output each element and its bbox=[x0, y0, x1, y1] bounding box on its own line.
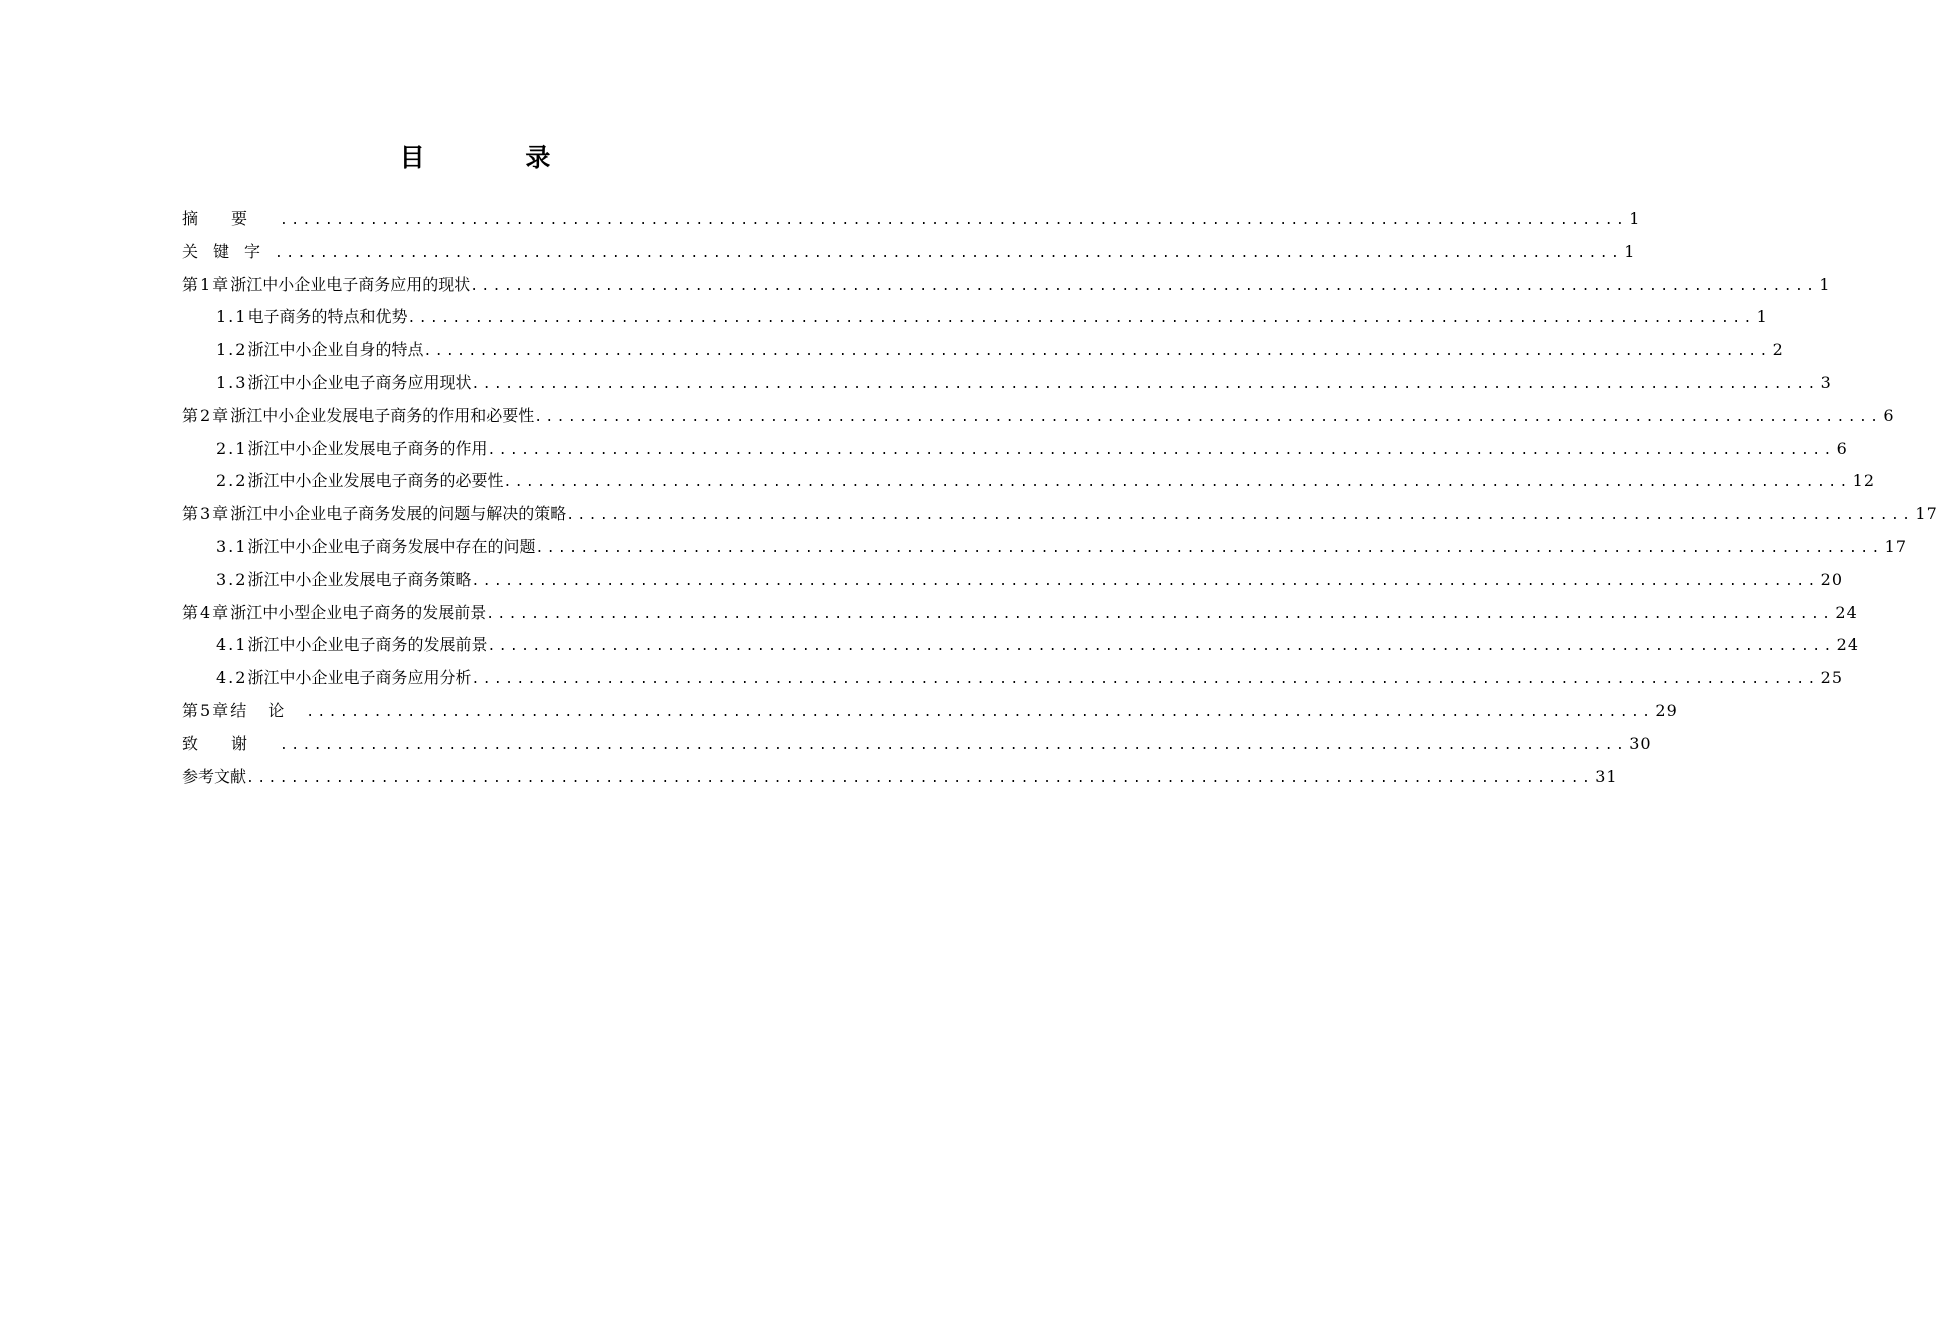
toc-entry-acknowledgements[interactable] bbox=[182, 728, 1652, 761]
toc-entry-references[interactable] bbox=[182, 761, 1618, 794]
dot-leader: ........................................................................................................................ bbox=[534, 409, 1882, 425]
dot-leader: ........................................................................................................................ bbox=[423, 344, 1771, 360]
dot-leader: ........................................................................................................................ bbox=[487, 639, 1835, 655]
toc-entry-label: 浙江中小企业发展电子商务的作用 bbox=[247, 438, 488, 458]
dot-leader: ........................................................................................................................ bbox=[487, 442, 1835, 458]
toc-entry-label: 浙江中小企业发展电子商务策略 bbox=[247, 569, 472, 589]
toc-entry-label: 浙江中小企业电子商务应用的现状 bbox=[230, 274, 471, 294]
section-number: 2.2 bbox=[216, 471, 248, 491]
toc-entry-chapter-1[interactable] bbox=[182, 269, 1831, 302]
dot-leader: ........................................................................................................................ bbox=[535, 540, 1883, 556]
toc-entry-label: 浙江中小型企业电子商务的发展前景 bbox=[230, 602, 487, 622]
table-of-contents bbox=[182, 203, 1938, 793]
toc-entry-page: 6 bbox=[1883, 405, 1895, 425]
toc-entry-section-3-1[interactable] bbox=[182, 531, 1908, 564]
toc-entry-label: 浙江中小企业发展电子商务的必要性 bbox=[247, 471, 504, 491]
toc-entry-abstract[interactable] bbox=[182, 203, 1641, 236]
dot-leader: ........................................................................................................................ bbox=[246, 770, 1594, 786]
toc-entry-label: 浙江中小企业发展电子商务的作用和必要性 bbox=[230, 405, 535, 425]
toc-entry-label: 浙江中小企业电子商务应用现状 bbox=[247, 372, 472, 392]
toc-entry-label: 摘要 bbox=[182, 209, 281, 228]
section-number: 2.1 bbox=[216, 438, 248, 458]
toc-entry-label: 电子商务的特点和优势 bbox=[247, 307, 408, 327]
toc-entry-section-1-3[interactable] bbox=[182, 367, 1832, 400]
dot-leader: ........................................................................................................................ bbox=[566, 508, 1914, 524]
toc-entry-section-2-1[interactable] bbox=[182, 433, 1848, 466]
section-number: 4.2 bbox=[216, 668, 248, 688]
toc-entry-label: 浙江中小企业自身的特点 bbox=[247, 340, 424, 360]
section-number: 3.1 bbox=[216, 536, 248, 556]
toc-entry-section-3-2[interactable] bbox=[182, 564, 1844, 597]
toc-entry-page: 30 bbox=[1629, 733, 1652, 753]
toc-entry-page: 20 bbox=[1820, 569, 1844, 589]
toc-entry-section-1-2[interactable] bbox=[182, 334, 1784, 367]
section-number: 3.2 bbox=[216, 569, 248, 589]
chapter-number: 第1章 bbox=[182, 274, 231, 294]
section-number: 1.2 bbox=[216, 340, 248, 360]
toc-entry-section-2-2[interactable] bbox=[182, 465, 1876, 498]
toc-entry-label: 浙江中小企业电子商务应用分析 bbox=[247, 668, 472, 688]
toc-entry-page: 31 bbox=[1595, 766, 1618, 786]
toc-entry-chapter-3[interactable] bbox=[182, 498, 1938, 531]
chapter-number: 第2章 bbox=[182, 405, 231, 425]
dot-leader: ........................................................................................................................ bbox=[280, 737, 1628, 753]
toc-entry-page: 29 bbox=[1655, 700, 1678, 720]
toc-entry-keywords[interactable] bbox=[182, 236, 1636, 269]
toc-entry-chapter-2[interactable] bbox=[182, 400, 1895, 433]
toc-entry-label: 浙江中小企业电子商务的发展前景 bbox=[247, 635, 488, 655]
toc-entry-page: 12 bbox=[1852, 471, 1876, 491]
toc-entry-page: 1 bbox=[1629, 209, 1641, 228]
toc-entry-label: 浙江中小企业电子商务发展的问题与解决的策略 bbox=[230, 504, 567, 524]
dot-leader: ........................................................................................................................ bbox=[470, 278, 1818, 294]
toc-entry-label: 结论 bbox=[230, 700, 307, 720]
toc-entry-label: 浙江中小企业电子商务发展中存在的问题 bbox=[247, 536, 536, 556]
toc-entry-page: 6 bbox=[1836, 438, 1848, 458]
toc-entry-page: 17 bbox=[1915, 504, 1938, 524]
toc-entry-page: 1 bbox=[1756, 307, 1768, 327]
dot-leader: ........................................................................................................................ bbox=[306, 704, 1654, 720]
dot-leader: ........................................................................................................................ bbox=[486, 606, 1834, 622]
toc-entry-page: 17 bbox=[1884, 536, 1908, 556]
toc-entry-label: 参考文献 bbox=[182, 766, 247, 786]
dot-leader: ........................................................................................................................ bbox=[275, 245, 1623, 261]
toc-entry-section-4-2[interactable] bbox=[182, 662, 1844, 695]
chapter-number: 第5章 bbox=[182, 700, 231, 720]
page-title: 目 录 bbox=[399, 143, 597, 172]
toc-entry-label: 关键字 bbox=[182, 241, 276, 261]
toc-entry-chapter-4[interactable] bbox=[182, 597, 1858, 630]
dot-leader: ........................................................................................................................ bbox=[407, 311, 1755, 327]
dot-leader: ........................................................................................................................ bbox=[503, 475, 1851, 491]
dot-leader: ........................................................................................................................ bbox=[280, 213, 1628, 228]
toc-entry-page: 24 bbox=[1836, 635, 1860, 655]
section-number: 1.1 bbox=[216, 307, 248, 327]
section-number: 4.1 bbox=[216, 635, 248, 655]
toc-entry-chapter-5[interactable] bbox=[182, 695, 1678, 728]
toc-entry-page: 3 bbox=[1820, 372, 1832, 392]
dot-leader: ........................................................................................................................ bbox=[471, 376, 1819, 392]
dot-leader: ........................................................................................................................ bbox=[471, 672, 1819, 688]
toc-entry-section-1-1[interactable] bbox=[182, 301, 1768, 334]
section-number: 1.3 bbox=[216, 372, 248, 392]
toc-entry-page: 1 bbox=[1819, 274, 1831, 294]
toc-entry-page: 25 bbox=[1820, 668, 1844, 688]
toc-entry-label: 致谢 bbox=[182, 733, 281, 753]
toc-entry-page: 24 bbox=[1835, 602, 1858, 622]
toc-entry-page: 2 bbox=[1772, 340, 1784, 360]
dot-leader: ........................................................................................................................ bbox=[471, 573, 1819, 589]
toc-entry-section-4-1[interactable] bbox=[182, 629, 1860, 662]
chapter-number: 第4章 bbox=[182, 602, 231, 622]
chapter-number: 第3章 bbox=[182, 504, 231, 524]
toc-entry-page: 1 bbox=[1624, 241, 1636, 261]
